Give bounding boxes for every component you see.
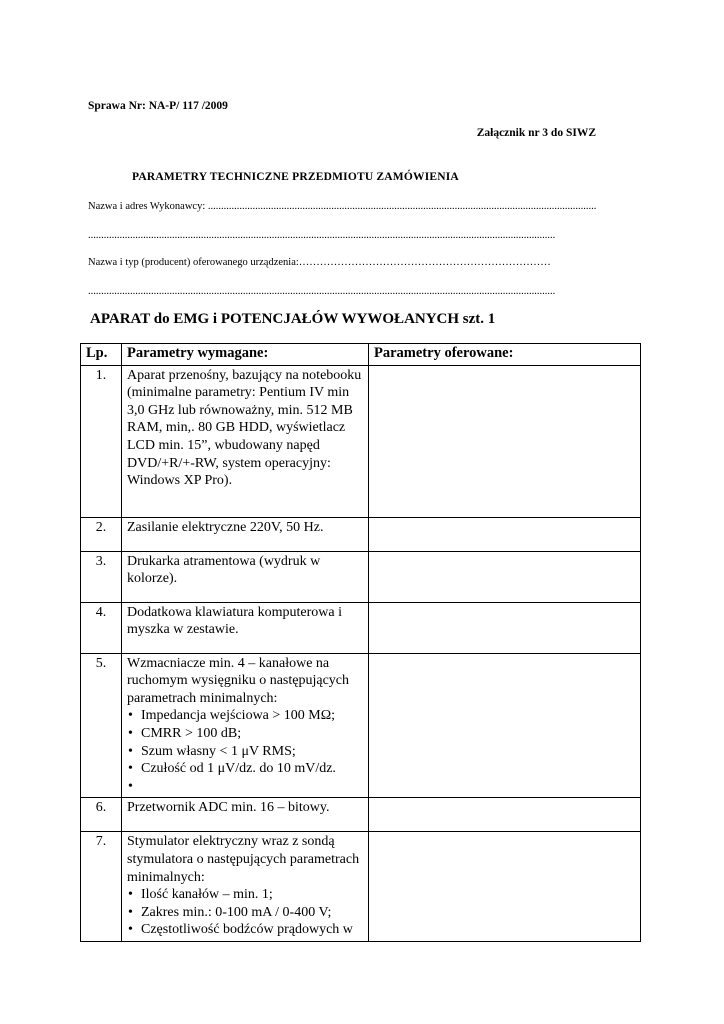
bullet-list [127, 886, 363, 939]
bullet-item: • Częstotliwość bodźców prądowych w [127, 921, 363, 939]
row-required [122, 517, 369, 551]
row-offered [369, 517, 641, 551]
row-required [122, 602, 369, 653]
row-required [122, 551, 369, 602]
bullet-list [127, 707, 363, 795]
parameters-table [80, 343, 641, 942]
row-number: 4. [81, 602, 122, 653]
header-offered: Parametry oferowane: [369, 344, 641, 366]
row-offered [369, 602, 641, 653]
row-required [122, 653, 369, 798]
row-required [122, 365, 369, 517]
table-row [81, 602, 641, 653]
bullet-item: • Czułość od 1 μV/dz. do 10 mV/dz. [127, 760, 363, 778]
table-row [81, 365, 641, 517]
header-required: Parametry wymagane: [122, 344, 369, 366]
row-offered [369, 653, 641, 798]
row-offered [369, 551, 641, 602]
contractor-name-line-2: .................................................................................................................................................................................. [88, 230, 556, 241]
bullet-item-empty [127, 778, 363, 796]
case-number: Sprawa Nr: NA-P/ 117 /2009 [88, 100, 228, 112]
table-row [81, 653, 641, 798]
header-lp: Lp. [81, 344, 122, 366]
row-number: 5. [81, 653, 122, 798]
bullet-item: • Impedancja wejściowa > 100 MΩ; [127, 707, 363, 725]
row-offered [369, 798, 641, 832]
table-row [81, 832, 641, 942]
table-header-row [81, 344, 641, 366]
attachment-label: Załącznik nr 3 do SIWZ [476, 127, 596, 139]
bullet-item: • CMRR > 100 dB; [127, 725, 363, 743]
row-offered [369, 365, 641, 517]
row-text: Drukarka atramentowa (wydruk w kolorze). [127, 553, 321, 587]
bullet-item: • Szum własny < 1 μV RMS; [127, 743, 363, 761]
row-text: Aparat przenośny, bazujący na notebooku (minimalne parametry: Pentium IV min 3,0 GHz lub równoważny, min. 512 MB RAM, min,. 80 GB HDD, wyświetlacz LCD min. 15”, wbudowany napęd DVD/+R/+-RW, system operacyjny: Windows XP Pro). [127, 367, 362, 489]
row-number: 6. [81, 798, 122, 832]
row-required [122, 798, 369, 832]
table-row [81, 517, 641, 551]
row-number: 7. [81, 832, 122, 942]
row-text: Zasilanie elektryczne 220V, 50 Hz. [127, 519, 324, 535]
table-row [81, 798, 641, 832]
device-name-field: Nazwa i typ (producent) oferowanego urządzenia:……………………………………………………………… [88, 257, 551, 268]
table-row [81, 551, 641, 602]
row-text: Wzmacniacze min. 4 – kanałowe na ruchomym wysięgniku o następujących parametrach minimalnych: [127, 655, 350, 706]
row-text: Stymulator elektryczny wraz z sondą stymulatora o następujących parametrach minimalnych: [127, 834, 360, 885]
page-title: PARAMETRY TECHNICZNE PRZEDMIOTU ZAMÓWIENIA [132, 171, 459, 183]
device-name-line-2: .................................................................................................................................................................................. [88, 286, 556, 297]
row-offered [369, 832, 641, 942]
bullet-item: • Zakres min.: 0-100 mA / 0-400 V; [127, 904, 363, 922]
row-number: 2. [81, 517, 122, 551]
row-text: Przetwornik ADC min. 16 – bitowy. [127, 800, 330, 816]
row-number: 1. [81, 365, 122, 517]
row-text: Dodatkowa klawiatura komputerowa i myszka w zestawie. [127, 604, 342, 638]
bullet-item: • Ilość kanałów – min. 1; [127, 886, 363, 904]
row-required [122, 832, 369, 942]
row-number: 3. [81, 551, 122, 602]
section-heading: APARAT do EMG i POTENCJAŁÓW WYWOŁANYCH szt. 1 [90, 311, 496, 327]
contractor-name-field: Nazwa i adres Wykonawcy: .................................................................................................................................................... [88, 201, 597, 212]
